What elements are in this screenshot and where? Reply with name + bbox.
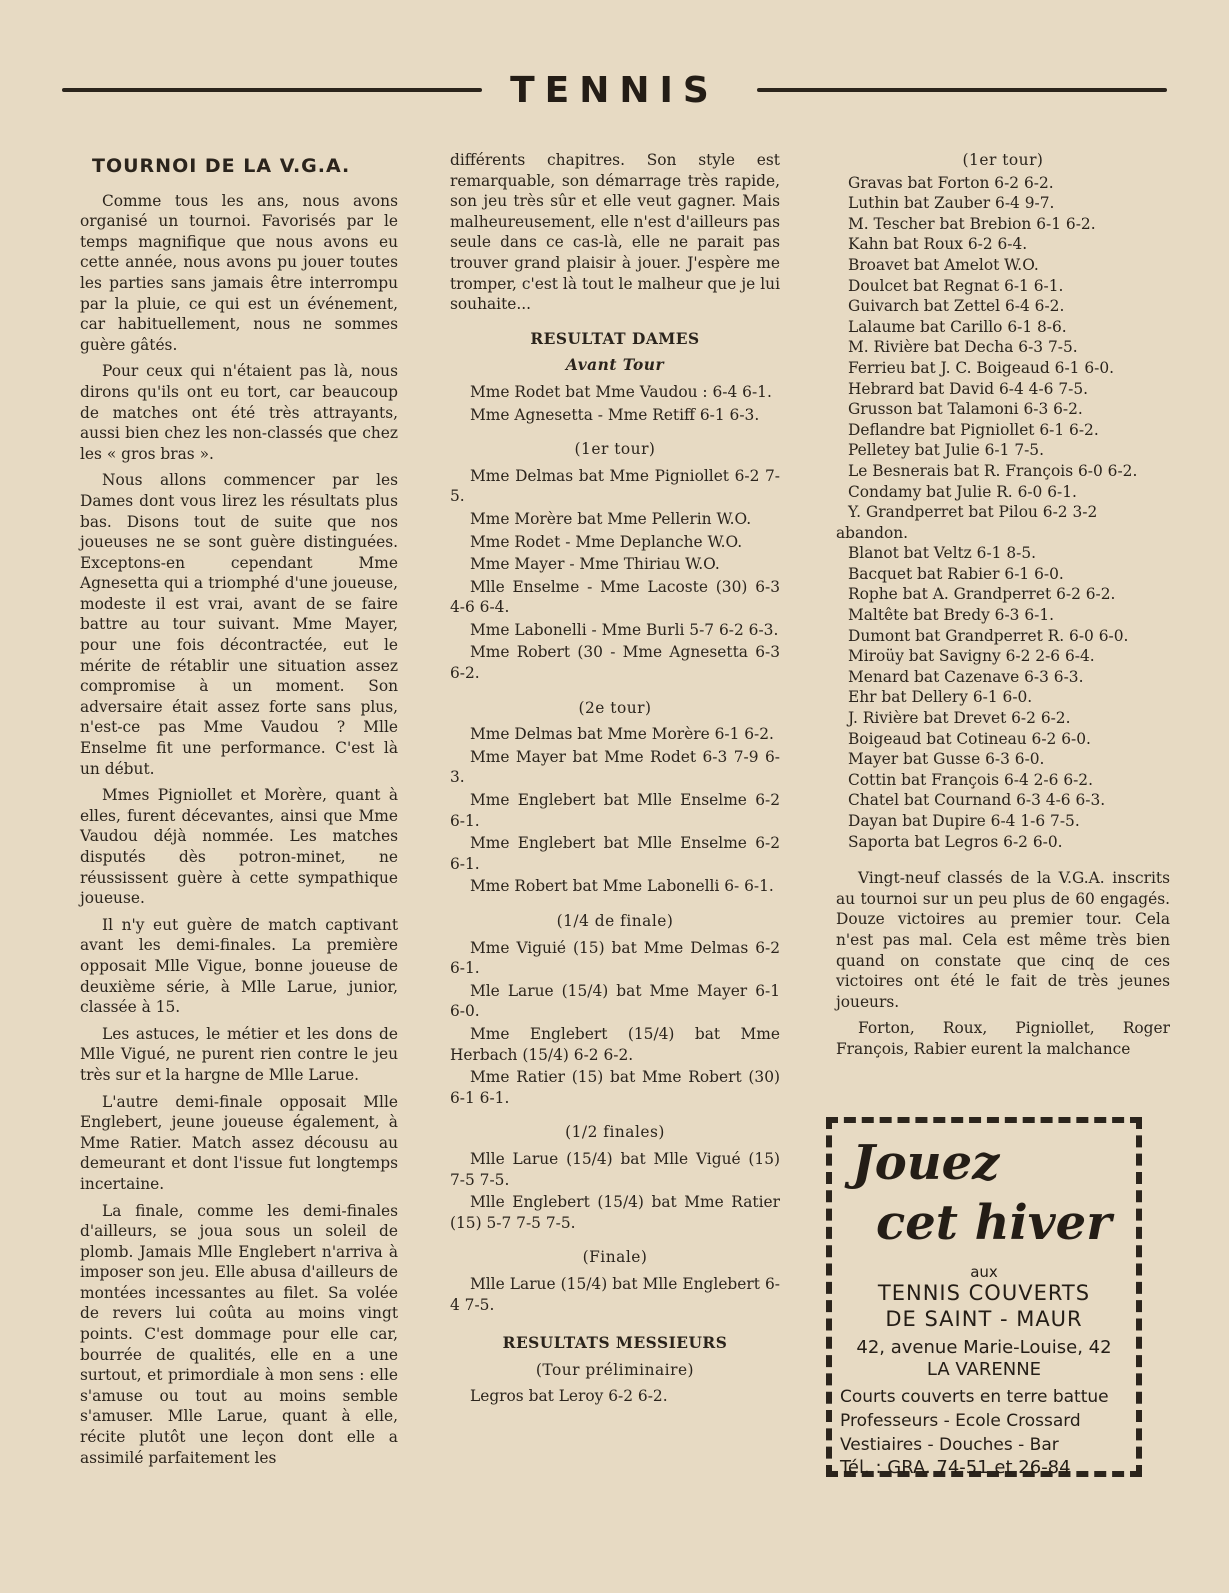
ad-city: LA VARENNE (926, 1359, 1042, 1380)
result-line: Mayer bat Gusse 6-3 6-0. (848, 750, 1045, 769)
result-line: Ehr bat Dellery 6-1 6-0. (848, 688, 1033, 707)
result-line: Gravas bat Forton 6-2 6-2. (848, 173, 1054, 192)
result-line: Pelletey bat Julie 6-1 7-5. (848, 441, 1044, 460)
article-paragraph: Pour ceux qui n'étaient pas là, nous dirons qu'ils ont eu tort, car beaucoup de matches ont été très attrayants, aussi bien chez les non-classés que chez les « gros bras ». (80, 362, 398, 463)
result-line: Mme Morère bat Mme Pellerin W.O. (470, 509, 752, 528)
result-line: Mlle Englebert (15/4) bat Mme Ratier (15) 5-7 7-5 7-5. (450, 1193, 780, 1232)
result-line: Boigeaud bat Cotineau 6-2 6-0. (848, 729, 1091, 748)
result-line: Chatel bat Cournand 6-3 4-6 6-3. (848, 791, 1106, 810)
dames-finale-label: (Finale) (582, 1248, 648, 1267)
result-line: Dumont bat Grandperret R. 6-0 6-0. (848, 626, 1129, 645)
result-line: Rophe bat A. Grandperret 6-2 6-2. (848, 585, 1116, 604)
column-3 (836, 150, 1170, 1066)
masthead-rule-right (757, 88, 1167, 92)
result-line: Grusson bat Talamoni 6-3 6-2. (848, 400, 1083, 419)
messieurs-commentary: Forton, Roux, Pigniollet, Roger François, Rabier eurent la malchance (836, 1019, 1170, 1058)
ad-line2: Professeurs - Ecole Crossard (840, 1411, 1081, 1431)
result-line: Lalaume bat Carillo 6-1 8-6. (848, 317, 1067, 336)
result-line: Mme Delmas bat Mme Morère 6-1 6-2. (470, 725, 774, 744)
messieurs-tour1-list (836, 173, 1170, 853)
result-line: Mme Englebert bat Mlle Enselme 6-2 6-1. (450, 834, 780, 873)
result-line: Legros bat Leroy 6-2 6-2. (470, 1387, 668, 1406)
result-line: Condamy bat Julie R. 6-0 6-1. (848, 482, 1077, 501)
article-title: TOURNOI DE LA V.G.A. (92, 155, 351, 177)
dames-quarts-label: (1/4 de finale) (556, 912, 674, 930)
column-1 (80, 150, 398, 1474)
ad-phone: Tél. : GRA. 74-51 et 26-84 (840, 1457, 1071, 1478)
article-paragraph: Mmes Pigniollet et Morère, quant à elles, furent décevantes, ainsi que Mme Vaudou déjà nommée. Les matches disputés dès potron-minet, ne réussissent guère à cette sympathique joueuse. (80, 786, 398, 908)
result-line: Mme Rodet bat Mme Vaudou : 6-4 6-1. (470, 382, 772, 401)
result-line: Kahn bat Roux 6-2 6-4. (848, 235, 1028, 254)
messieurs-title: RESULTATS MESSIEURS (502, 1334, 728, 1353)
dames-demis-label: (1/2 finales) (565, 1123, 665, 1142)
ad-name-line2: DE SAINT - MAUR (885, 1307, 1083, 1331)
dames-title: RESULTAT DAMES (530, 329, 700, 348)
result-line: Miroüy bat Savigny 6-2 2-6 6-4. (848, 647, 1095, 666)
ad-slogan-line1: Jouez (852, 1135, 1000, 1191)
result-line: Mme Mayer bat Mme Rodet 6-3 7-9 6-3. (450, 747, 780, 787)
article-paragraph: La finale, comme les demi-finales d'ailleurs, se joua sous un soleil de plomb. Jamais Mlle Englebert n'arriva à imposer son jeu. Elle abusa d'ailleurs de montées incessantes au filet. Sa volée de revers lui coûta au moins vingt points. C'est dommage pour elle car, bourrée de qualités, elle en a une surtout, et primordiale à mon sens : elle s'amuse ou tout au moins semble s'amuser. Mlle Larue, quant à elle, récite plutôt une leçon dont elle a assimilé parfaitement les (80, 1201, 398, 1467)
article-paragraph: Il n'y eut guère de match captivant avant les demi-finales. La première opposait Mlle Vigue, bonne joueuse de deuxième série, à Mlle Larue, junior, classée à 15. (80, 915, 398, 1017)
result-line: Mme Agnesetta - Mme Retiff 6-1 6-3. (470, 405, 760, 424)
article-paragraph: Nous allons commencer par les Dames dont vous lirez les résultats plus bas. Disons tout de suite que nos joueuses ne se sont guère distinguées. Exceptons-en cependant Mme Agnesetta qui a triomphé d'une joueuse, modeste il est vrai, avant de se faire battre au tour suivant. Mme Mayer, pour une fois décontractée, eut le mérite de rétablir une situation assez compromise à un moment. Son adversaire était assez forte sans plus, n'est-ce pas Mme Vaudou ? Mlle Enselme fit une performance. C'est là un début. (80, 471, 398, 778)
result-line: Ferrieu bat J. C. Boigeaud 6-1 6-0. (848, 358, 1115, 377)
section-title: TENNIS (510, 70, 719, 111)
result-line: Deflandre bat Pigniollet 6-1 6-2. (848, 420, 1099, 439)
result-line: Saporta bat Legros 6-2 6-0. (848, 832, 1063, 851)
messieurs-tour1-label: (1er tour) (962, 151, 1044, 169)
messieurs-prelim-label: (Tour préliminaire) (535, 1360, 695, 1379)
result-line: Mme Viguié (15) bat Mme Delmas 6-2 6-1. (450, 938, 780, 978)
result-line: Cottin bat François 6-4 2-6 6-2. (848, 770, 1093, 789)
result-line: M. Tescher bat Brebion 6-1 6-2. (848, 214, 1096, 233)
result-line: Mlle Enselme - Mme Lacoste (30) 6-3 4-6 6-4. (450, 577, 780, 617)
result-line: Mme Ratier (15) bat Mme Robert (30) 6-1 6-1. (450, 1068, 780, 1107)
result-line: Blanot bat Veltz 6-1 8-5. (848, 544, 1037, 563)
result-line: Mlle Larue (15/4) bat Mlle Englebert 6-4 7-5. (450, 1274, 780, 1314)
dames-tour1-label: (1er tour) (574, 440, 656, 459)
dames-tour2-label: (2e tour) (578, 698, 652, 717)
article-continuation: différents chapitres. Son style est remarquable, son démarrage très rapide, son jeu très sûr et elle veut gagner. Mais malheureusement, elle n'est d'ailleurs pas seule dans ce cas-là, elle ne parait pas trouver grand plaisir à jouer. J'espère me tromper, c'est là tout le malheur que je lui souhaite... (450, 151, 780, 314)
result-line: Mme Englebert (15/4) bat Mme Herbach (15/4) 6-2 6-2. (450, 1024, 780, 1064)
result-line: Le Besnerais bat R. François 6-0 6-2. (848, 461, 1138, 480)
dames-avant-tour-label: Avant Tour (565, 356, 665, 375)
result-line: Mme Robert bat Mme Labonelli 6- 6-1. (470, 877, 774, 896)
column-2 (450, 150, 780, 1409)
result-line: Guivarch bat Zettel 6-4 6-2. (848, 297, 1065, 316)
result-line: Mlle Larue (15/4) bat Mlle Vigué (15) 7-5 7-5. (450, 1149, 780, 1189)
result-line: Dayan bat Dupire 6-4 1-6 7-5. (848, 812, 1080, 830)
advertisement-box (826, 1117, 1142, 1477)
article-paragraph: Comme tous les ans, nous avons organisé un tournoi. Favorisés par le temps magnifique que nous avons eu cette année, nous avons pu jouer toutes les parties sans jamais être interrompu par la pluie, ce qui est un événement, car habituellement, nous ne sommes guère gâtés. (80, 191, 398, 354)
result-line: Mme Englebert bat Mlle Enselme 6-2 6-1. (450, 791, 780, 830)
messieurs-commentary: Vingt-neuf classés de la V.G.A. inscrits au tournoi sur un peu plus de 60 engagés. Douze victoires au premier tour. Cela n'est pas mal. Cela est même très bien quand on constate que cinq de ces victoires ont été le fait de très jeunes joueurs. (836, 869, 1170, 1011)
ad-aux: aux (970, 1263, 998, 1281)
section-masthead (62, 70, 1167, 120)
result-line: Mle Larue (15/4) bat Mme Mayer 6-1 6-0. (450, 981, 780, 1021)
article-paragraph: L'autre demi-finale opposait Mlle Englebert, jeune joueuse également, à Mme Ratier. Match assez décousu au demeurant et dont l'issue fut longtemps incertaine. (80, 1092, 398, 1193)
result-line: Doulcet bat Regnat 6-1 6-1. (848, 276, 1064, 295)
result-line: Mme Delmas bat Mme Pigniollet 6-2 7-5. (450, 466, 780, 506)
result-line: M. Rivière bat Decha 6-3 7-5. (848, 338, 1078, 357)
result-line: Luthin bat Zauber 6-4 9-7. (848, 194, 1055, 213)
ad-line3: Vestiaires - Douches - Bar (840, 1435, 1059, 1455)
result-line: Mme Mayer - Mme Thiriau W.O. (470, 555, 720, 574)
result-line: Mme Labonelli - Mme Burli 5-7 6-2 6-3. (470, 620, 779, 639)
result-line: Y. Grandperret bat Pilou 6-2 3-2 abandon. (836, 503, 1098, 542)
result-line: Bacquet bat Rabier 6-1 6-0. (848, 564, 1064, 583)
result-line: Mme Robert (30 - Mme Agnesetta 6-3 6-2. (450, 643, 780, 683)
ad-line1: Courts couverts en terre battue (840, 1387, 1109, 1407)
ad-address: 42, avenue Marie-Louise, 42 (856, 1337, 1112, 1358)
result-line: Broavet bat Amelot W.O. (848, 255, 1039, 274)
ad-slogan-line2: cet hiver (876, 1195, 1112, 1251)
result-line: Menard bat Cazenave 6-3 6-3. (848, 667, 1084, 686)
result-line: J. Rivière bat Drevet 6-2 6-2. (848, 709, 1071, 728)
result-line: Maltête bat Bredy 6-3 6-1. (848, 606, 1055, 625)
ad-name-line1: TENNIS COUVERTS (877, 1281, 1091, 1305)
result-line: Hebrard bat David 6-4 4-6 7-5. (848, 379, 1089, 398)
article-paragraph: Les astuces, le métier et les dons de Mlle Vigué, ne purent rien contre le jeu très sur et la hargne de Mlle Larue. (80, 1024, 398, 1084)
result-line: Mme Rodet - Mme Deplanche W.O. (470, 532, 743, 551)
